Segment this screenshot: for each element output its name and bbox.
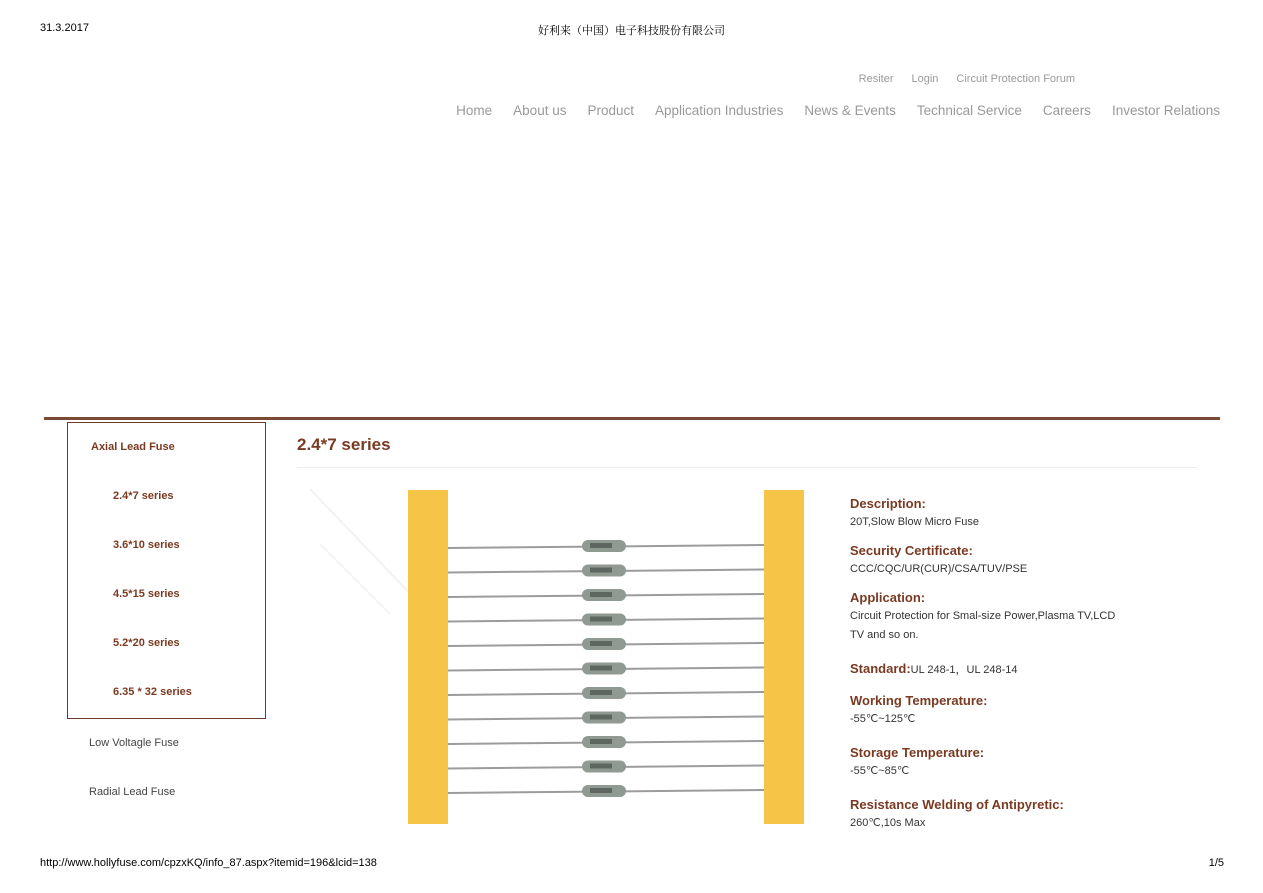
spec-resistance-welding: [850, 797, 1150, 833]
spec-resistance-welding-value: 260℃,10s Max: [850, 817, 926, 829]
spec-standard: [850, 660, 1150, 678]
spec-description-label: Description:: [850, 496, 926, 511]
sidebar-item-4-5x15[interactable]: 4.5*15 series: [113, 588, 180, 600]
sidebar-item-6-35x32[interactable]: 6.35 * 32 series: [113, 686, 192, 698]
nav-news-events[interactable]: News & Events: [804, 103, 896, 118]
spec-resistance-welding-label: Resistance Welding of Antipyretic:: [850, 797, 1064, 812]
login-link[interactable]: Login: [911, 73, 939, 85]
sidebar-item-5-2x20[interactable]: 5.2*20 series: [113, 637, 180, 649]
spec-certificate-value: CCC/CQC/UR(CUR)/CSA/TUV/PSE: [850, 563, 1028, 575]
fuse-marking: [590, 568, 612, 573]
fuse-marking: [590, 739, 612, 744]
print-date: 31.3.2017: [40, 22, 89, 34]
nav-careers[interactable]: Careers: [1042, 103, 1091, 118]
product-title: 2.4*7 series: [297, 435, 391, 454]
product-photo: [300, 484, 820, 829]
sidebar-category-radial-lead-fuse[interactable]: Radial Lead Fuse: [89, 786, 176, 798]
sidebar-item-3-6x10[interactable]: 3.6*10 series: [113, 539, 180, 551]
spec-working-temperature-label: Working Temperature:: [850, 693, 988, 708]
spec-application-value-line2: TV and so on.: [850, 629, 919, 641]
spec-description-value: 20T,Slow Blow Micro Fuse: [850, 516, 979, 528]
nav-technical-service[interactable]: Technical Service: [916, 103, 1022, 118]
sidebar-category-axial-lead-fuse[interactable]: Axial Lead Fuse: [91, 441, 175, 453]
fuse-marking: [590, 641, 612, 646]
nav-home[interactable]: Home: [456, 103, 493, 118]
top-links: [859, 73, 1075, 85]
spec-storage-temperature-value: -55℃~85℃: [850, 765, 910, 777]
main-nav: [456, 103, 1220, 118]
spec-working-temperature-value: -55℃~125℃: [850, 713, 916, 725]
spec-working-temperature: [850, 693, 1150, 729]
title-rule: [297, 467, 1197, 468]
print-url: http://www.hollyfuse.com/cpzxKQ/info_87.aspx?itemid=196&lcid=138: [40, 857, 377, 869]
fuse-marking: [590, 715, 612, 720]
nav-application-industries[interactable]: Application Industries: [655, 103, 784, 118]
fuse-marking: [590, 617, 612, 622]
register-link[interactable]: Resiter: [858, 73, 894, 85]
nav-investor-relations[interactable]: Investor Relations: [1111, 103, 1220, 118]
spec-certificate-label: Security Certificate:: [850, 543, 973, 558]
fuse-marking: [590, 543, 612, 548]
forum-link[interactable]: Circuit Protection Forum: [956, 73, 1075, 85]
fuse-marking: [590, 764, 612, 769]
sidebar-category-box: [67, 422, 266, 719]
fuse-marking: [590, 592, 612, 597]
sidebar-item-2-4x7[interactable]: 2.4*7 series: [113, 490, 174, 502]
sidebar-category-low-voltage-fuse[interactable]: Low Voltagle Fuse: [89, 737, 179, 749]
spec-application-value-line1: Circuit Protection for Smal-size Power,Plasma TV,LCD: [850, 610, 1116, 622]
print-page-number: 1/5: [1208, 857, 1224, 869]
fuse-marking: [590, 788, 612, 793]
section-divider: [44, 417, 1220, 420]
fuse-marking: [590, 690, 612, 695]
spec-application-label: Application:: [850, 590, 926, 605]
spec-standard-label: Standard:: [850, 661, 911, 676]
spec-certificate: [850, 543, 1150, 579]
spec-storage-temperature: [850, 745, 1150, 781]
spec-application: [850, 590, 1150, 645]
fuse-marking: [590, 666, 612, 671]
spec-storage-temperature-label: Storage Temperature:: [850, 745, 985, 760]
spec-description: [850, 496, 1150, 532]
nav-about-us[interactable]: About us: [513, 103, 567, 118]
spec-standard-value: UL 248-1，UL 248-14: [910, 664, 1018, 676]
nav-product[interactable]: Product: [587, 103, 634, 118]
print-page-title: 好利来（中国）电子科技股份有限公司: [538, 25, 725, 37]
